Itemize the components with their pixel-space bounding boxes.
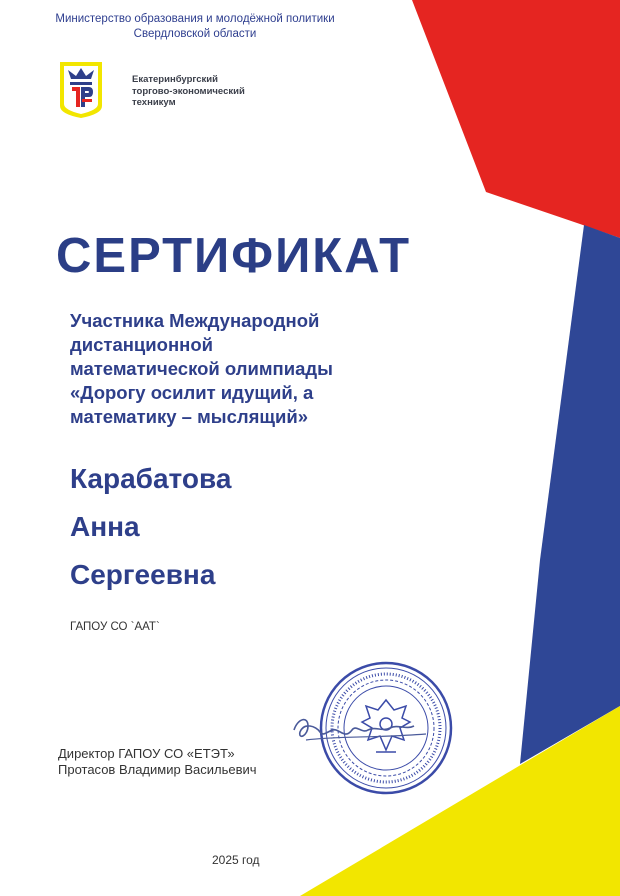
ministry-line-2: Свердловской области: [133, 28, 257, 40]
participant-line: математической олимпиады: [70, 358, 333, 379]
patronymic: Сергеевна: [70, 559, 216, 590]
participant-line: «Дорогу осилит идущий, а: [70, 382, 314, 403]
director-info: [58, 746, 257, 778]
director-title: Директор ГАПОУ СО «ЕТЭТ»: [58, 746, 235, 761]
school-organization: ГАПОУ СО `ААТ`: [70, 621, 160, 633]
org-line-1: Екатеринбургский: [132, 74, 218, 85]
organization-name: [132, 74, 245, 109]
participant-line: математику – мыслящий»: [70, 406, 309, 427]
certificate-title: СЕРТИФИКАТ: [56, 229, 412, 283]
ministry-line-1: Министерство образования и молодёжной политики: [55, 13, 335, 25]
blue-stripe-shape: [520, 225, 620, 764]
etet-logo-icon: [58, 60, 104, 120]
first-name: Анна: [70, 511, 140, 542]
participant-description: [70, 309, 400, 429]
handwritten-signature-icon: [286, 700, 436, 760]
org-line-2: торгово-экономический: [132, 85, 245, 97]
certificate-year: 2025 год: [212, 853, 260, 867]
last-name: Карабатова: [70, 463, 232, 494]
participant-line: Участника Международной: [70, 310, 320, 331]
participant-line: дистанционной: [70, 334, 213, 355]
director-name: Протасов Владимир Васильевич: [58, 762, 257, 777]
org-line-3: техникум: [132, 97, 176, 108]
ministry-header: [40, 12, 350, 42]
red-corner-shape: [412, 0, 620, 238]
